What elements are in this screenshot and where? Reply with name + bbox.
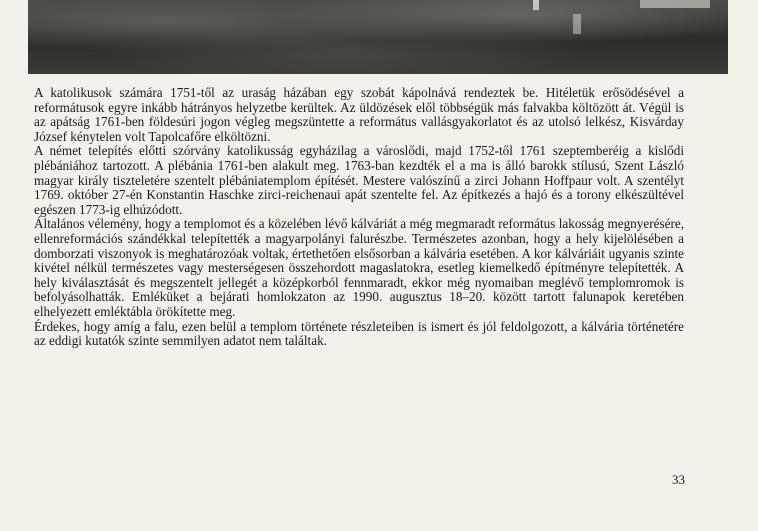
body-text [34,86,684,349]
paragraph: Általános vélemény, hogy a templomot és a közelében lévő kálváriát a még megmaradt református lakosság megnyerésére, ellenreformációs szándékkal telepítették a magyarpolányi falurészbe. Természetes azonban, hogy a hely kijelölésében a domborzati viszonyok is meghatározóak voltak, értethetően elsősorban a kálvária esetében. A kor kálváriáit ugyanis szinte kivétel nélkül természetes vagy mesterségesen összehordott magaslatokra, esetleg kiemelkedő építményre telepítették. A hely kiválasztását és megszentelt jellegét a középkorból fennmaradt, ekkor még nyomaiban meglévő templomromok is befolyásolhatták. Emléküket a bejárati homlokzaton az 1990. augusztus 18–20. között tartott falunapok keretében elhelyezett emléktábla örökítette meg. [34,216,684,319]
photo-highlight [573,14,581,34]
paragraph: A német telepítés előtti szórvány katolikusság egyházilag a városlődi, majd 1752-től 1761 szeptemberéig a kislődi plébániához tartozott. A plébánia 1761-ben alakult meg. 1763-ban kezdték el a ma is álló barokk stílusú, Szent László magyar király tiszteletére szentelt plébániatemplom építését. Mestere valószínű a zirci Johann Hoffpaur volt. A szentélyt 1769. október 27-én Konstantin Haschke zirci-reichenaui apát szentelte fel. Az építkezés a hajó és a torony elkészültével egészen 1773-ig elhúzódott. [34,143,684,217]
page-number: 33 [672,472,685,487]
photo-highlight [533,0,539,10]
photo-highlight [640,0,710,8]
paragraph: A katolikusok számára 1751-től az uraság házában egy szobát kápolnává rendeztek be. Hitéletük erősödésével a reformátusok egyre inkább hátrányos helyzetbe kerültek. Az üldözések elől többségük más falvakba költözött át. Végül is az apátság 1761-ben földesúri jogon végleg megszüntette a református vallásgyakorlatot és az utolsó lelkész, Kisvárday József kénytelen volt Tapolcafőre elköltözni. [34,85,684,144]
photograph [28,0,728,74]
paragraph: Érdekes, hogy amíg a falu, ezen belül a templom története részleteiben is ismert és jól feldolgozott, a kálvária történetére az eddigi kutatók szinte semmilyen adatot nem találtak. [34,318,684,349]
